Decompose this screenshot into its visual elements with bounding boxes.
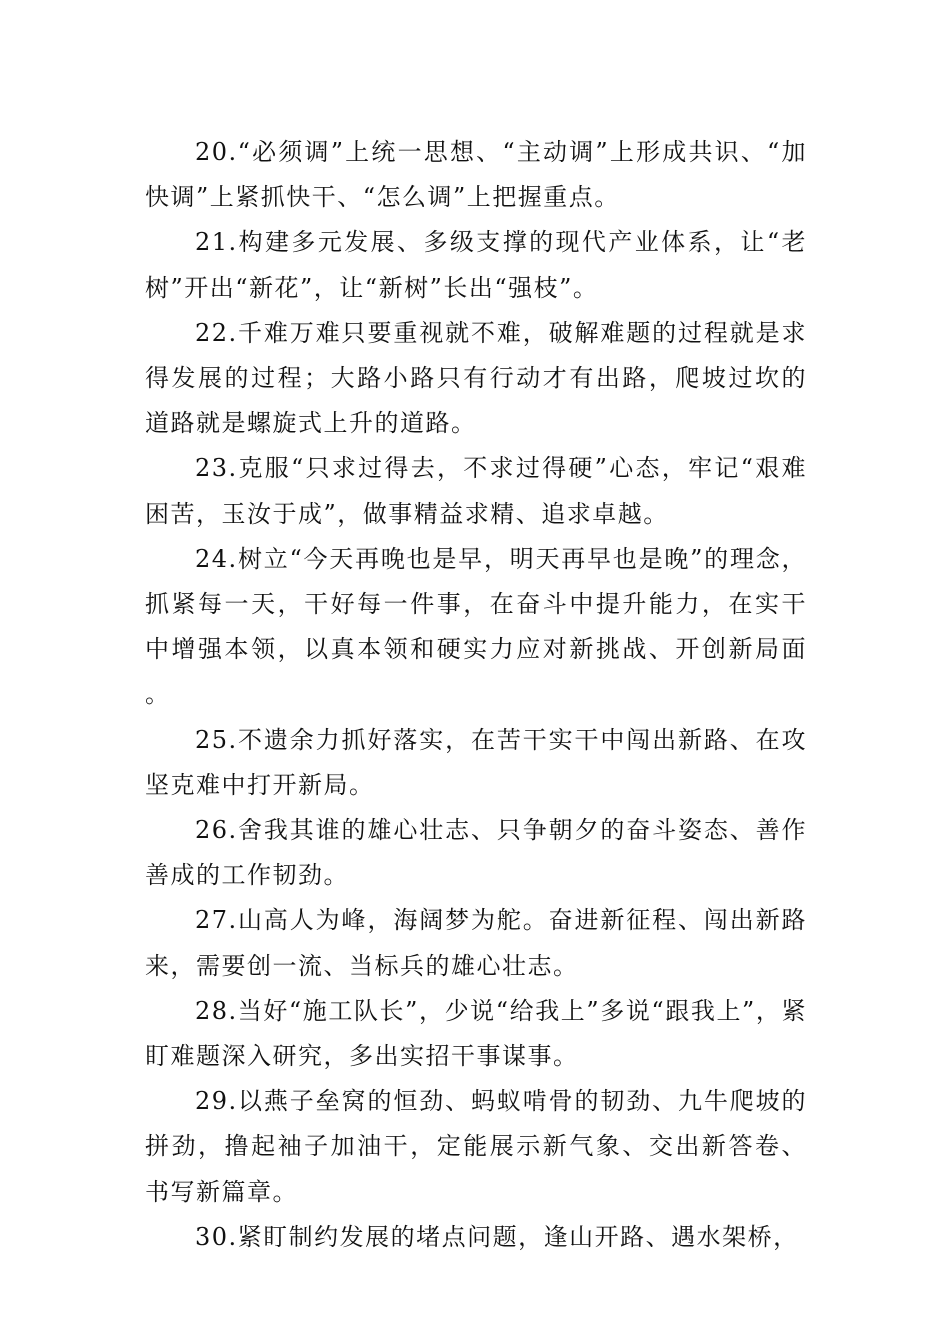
paragraph-20: 20.“必须调”上统一思想、“主动调”上形成共识、“加快调”上紧抓快干、“怎么调”上把握重点。 <box>145 138 807 212</box>
paragraph-28: 28.当好“施工队长”，少说“给我上”多说“跟我上”，紧盯难题深入研究，多出实招干事谋事。 <box>145 996 807 1071</box>
document-body <box>145 130 807 1260</box>
paragraph-24: 24.树立“今天再晚也是早，明天再早也是晚”的理念，抓紧每一天，干好每一件事，在奋斗中提升能力，在实干中增强本领，以真本领和硬实力应对新挑战、开创新局面。 <box>145 544 807 709</box>
paragraph-21: 21.构建多元发展、多级支撑的现代产业体系，让“老树”开出“新花”，让“新树”长出“强枝”。 <box>145 228 807 302</box>
paragraph-25: 25.不遗余力抓好落实，在苦干实干中闯出新路、在攻坚克难中打开新局。 <box>145 725 807 799</box>
paragraph-22: 22.千难万难只要重视就不难，破解难题的过程就是求得发展的过程；大路小路只有行动才有出路，爬坡过坎的道路就是螺旋式上升的道路。 <box>145 318 807 438</box>
paragraph-27: 27.山高人为峰，海阔梦为舵。奋进新征程、闯出新路来，需要创一流、当标兵的雄心壮志。 <box>145 906 807 980</box>
paragraph-29: 29.以燕子垒窝的恒劲、蚂蚁啃骨的韧劲、九牛爬坡的拼劲，撸起袖子加油干，定能展示新气象、交出新答卷、书写新篇章。 <box>145 1087 807 1206</box>
paragraph-30: 30.紧盯制约发展的堵点问题，逢山开路、遇水架桥， <box>195 1222 799 1251</box>
paragraph-23: 23.克服“只求过得去，不求过得硬”心态，牢记“艰难困苦，玉汝于成”，做事精益求精、追求卓越。 <box>145 454 807 528</box>
paragraph-26: 26.舍我其谁的雄心壮志、只争朝夕的奋斗姿态、善作善成的工作韧劲。 <box>145 816 807 890</box>
